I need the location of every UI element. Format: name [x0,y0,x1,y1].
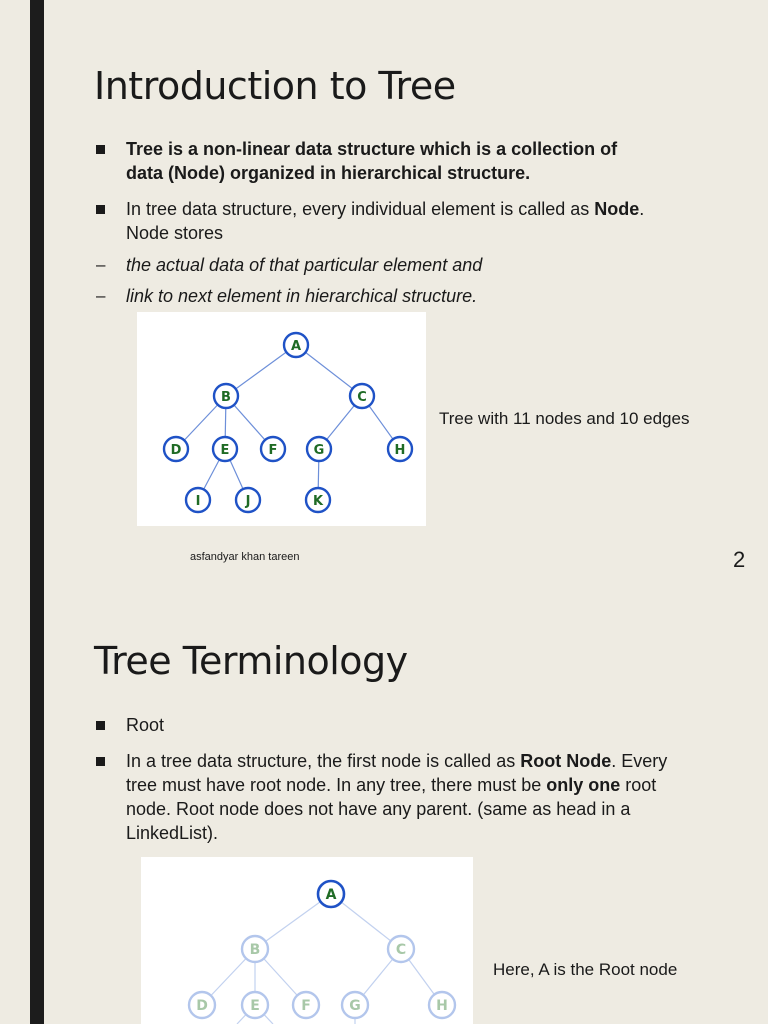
bullet-text: Tree is a non-linear data structure which is a collection of data (Node) organized in hierarchical structure. [126,139,618,183]
bullet-text: link to next element in hierarchical structure. [126,286,478,306]
tree-node-label: B [249,942,261,958]
tree-node-label: G [349,998,361,1014]
slide-title: Tree Terminology [94,639,408,683]
tree-node-label: J [245,494,251,509]
tree-node-label: D [170,443,182,458]
tree-node-label: C [357,390,367,405]
bullet-text-bold: Root Node [520,751,612,771]
bullet-text-part: . Every tree must have root node. In any tree, there must be [126,751,668,795]
tree-node-label: D [196,998,208,1014]
tree-node-label: B [221,390,231,405]
bullet-text [126,749,676,845]
tree-node-label: I [195,494,201,509]
tree-node-label: E [250,998,260,1014]
bullet-text-part: root node. Root node does not have any parent. (same as head in a LinkedList). [126,775,657,843]
bullet-text: Root [126,715,165,735]
bullet-text-part: . Node stores [126,199,645,243]
bullet-text-bold: only one [546,775,621,795]
root-tree-diagram [141,857,473,1024]
bullet-text: the actual data of that particular element and [126,255,483,275]
tree-node-label: E [220,443,230,458]
tree-node-label: F [301,998,311,1014]
tree-node-label: H [394,443,406,458]
tree-node-label: G [313,443,325,458]
diagram-caption: Here, A is the Root node [493,960,678,979]
tree-node-label: H [436,998,448,1014]
root-node-label: A [325,887,337,903]
slide-title: Introduction to Tree [94,64,456,108]
root-tree-diagram-svg [141,857,473,1024]
bullet-text-bold: Node [594,199,640,219]
tree-node-label: A [290,339,302,354]
tree-node-label: C [395,942,407,958]
slide-footer: asfandyar khan tareen [190,551,300,563]
tree-node-label: F [268,443,278,458]
bullet-item [96,713,656,737]
page-number: 2 [733,547,746,572]
diagram-caption: Tree with 11 nodes and 10 edges [439,409,690,428]
bullet-text-part: In tree data structure, every individual element is called as [126,199,595,219]
bullet-text-part: In a tree data structure, the first node is called as [126,751,521,771]
tree-node-label: K [312,494,324,509]
bullet-item [96,749,676,845]
